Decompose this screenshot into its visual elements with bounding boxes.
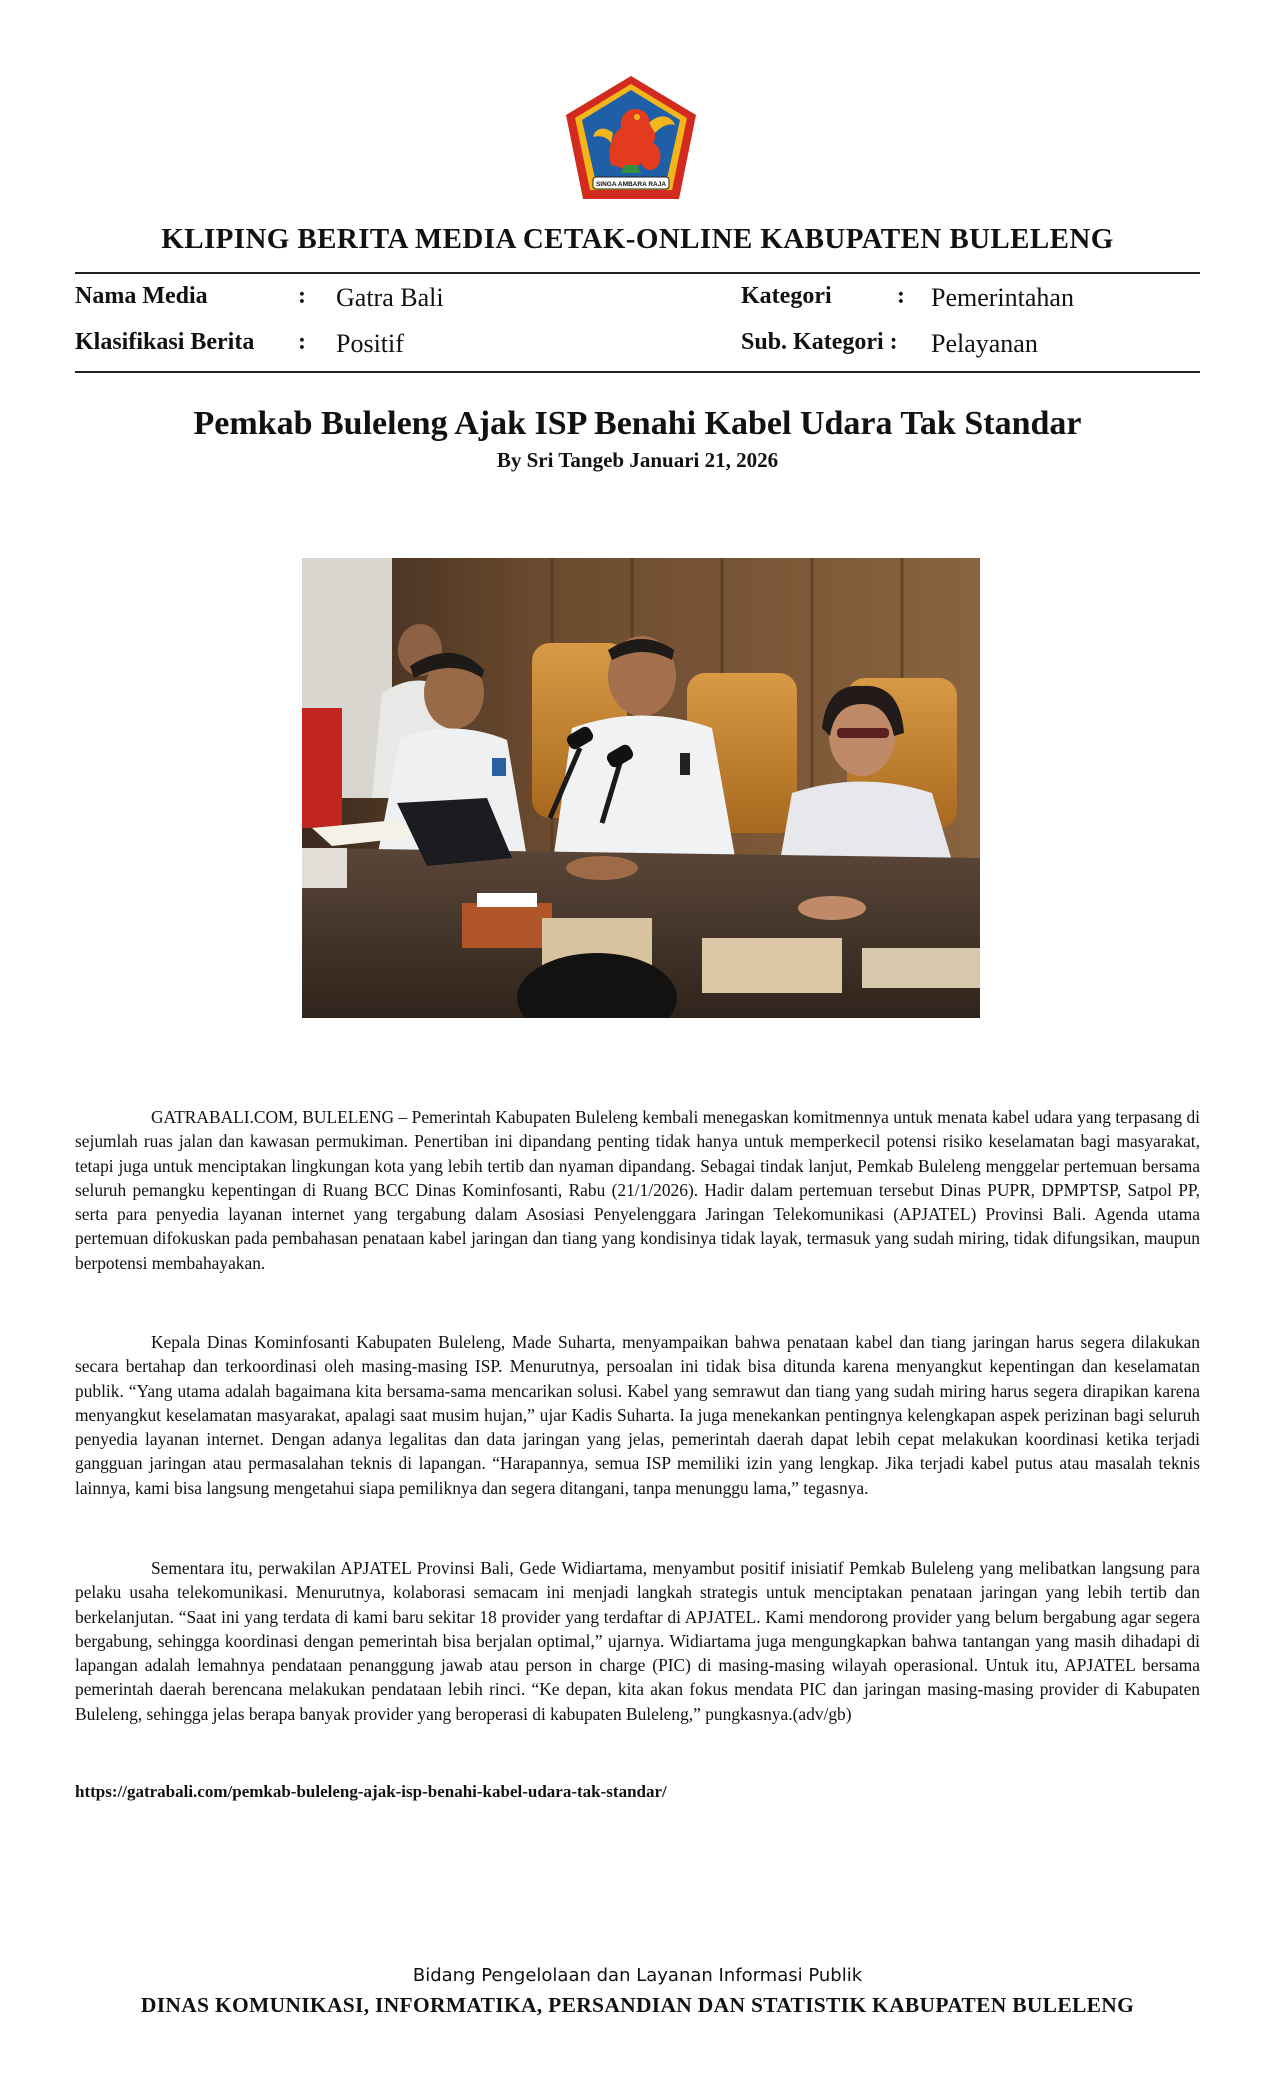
article-paragraph: Kepala Dinas Kominfosanti Kabupaten Buleleng, Made Suharta, menyampaikan bahwa penataan kabel dan tiang jaringan harus segera dilakukan secara bertahap dan terkoordinasi oleh masing-masing ISP. Menurutnya, persoalan ini tidak bisa ditunda karena menyangkut kepentingan dan keselamatan publik. “Yang utama adalah bagaimana kita bersama-sama mencarikan solusi. Kabel yang semrawut dan tiang yang sudah miring harus segera dirapikan karena menyangkut keselamatan masyarakat, apalagi saat musim hujan,” ujar Kadis Suharta. Ia juga menekankan pentingnya kelengkapan aspek perizinan bagi seluruh penyedia layanan internet. Dengan adanya legalitas dan data jaringan yang jelas, pemerintah daerah dapat lebih cepat melakukan koordinasi ketika terjadi gangguan jaringan atau permasalahan teknis di lapangan. “Harapannya, semua ISP memiliki izin yang lengkap. Jika terjadi kabel putus atau masalah teknis lainnya, kami bisa langsung mengetahui siapa pemiliknya dan segera ditangani, tanpa menunggu lama,” tegasnya. xyxy=(75,1332,1200,1498)
classification-label: Klasifikasi Berita xyxy=(75,329,255,355)
category-colon: : xyxy=(897,283,905,309)
media-value: Gatra Bali xyxy=(336,283,444,312)
photo-red-chair xyxy=(302,708,342,828)
media-colon: : xyxy=(298,283,306,309)
classification-value: Positif xyxy=(336,329,404,358)
header-divider-top xyxy=(75,272,1200,274)
buleleng-emblem xyxy=(563,73,699,203)
category-label: Kategori xyxy=(741,283,832,309)
lion-eye xyxy=(634,114,640,120)
motto-text: SINGA AMBARA RAJA xyxy=(595,181,667,188)
meeting-photo xyxy=(302,558,980,1018)
source-url[interactable]: https://gatrabali.com/pemkab-buleleng-ajak-isp-benahi-kabel-udara-tak-standar/ xyxy=(75,1782,667,1801)
page-title: KLIPING BERITA MEDIA CETAK-ONLINE KABUPATEN BULELENG xyxy=(161,223,1114,255)
article-paragraph: Sementara itu, perwakilan APJATEL Provinsi Bali, Gede Widiartama, menyambut positif inisiatif Pemkab Buleleng yang melibatkan langsung para pelaku usaha telekomunikasi. Menurutnya, kolaborasi semacam ini menjadi langkah strategis untuk menciptakan penataan jaringan yang lebih tertib dan berkelanjutan. “Saat ini yang terdata di kami baru sekitar 18 provider yang terdaftar di APJATEL. Kami mendorong provider yang belum bergabung agar segera bergabung, sehingga koordinasi dengan pemerintah bisa berjalan optimal,” ujarnya. Widiartama juga mengungkapkan bahwa tantangan yang masih dihadapi di lapangan adalah lemahnya pendataan penanggung jawab atau person in charge (PIC) di masing-masing wilayah operasional. Untuk itu, APJATEL bersama pemerintah daerah berencana melakukan pendataan lebih rinci. “Ke depan, kita akan fokus mendata PIC dan jaringan masing-masing provider di Kabupaten Buleleng, sehingga jelas berapa banyak provider yang beroperasi di kabupaten Buleleng,” pungkasnya.(adv/gb) xyxy=(75,1558,1200,1724)
subcategory-label: Sub. Kategori : xyxy=(741,329,898,355)
article-byline: By Sri Tangeb Januari 21, 2026 xyxy=(496,448,779,472)
meeting-photo-svg xyxy=(302,558,980,1018)
category-value: Pemerintahan xyxy=(931,283,1074,312)
article-paragraph: GATRABALI.COM, BULELENG – Pemerintah Kabupaten Buleleng kembali menegaskan komitmennya untuk menata kabel udara yang terpasang di sejumlah ruas jalan dan kawasan permukiman. Penertiban ini dipandang penting tidak hanya untuk memperkecil potensi risiko keselamatan bagi masyarakat, tetapi juga untuk menciptakan lingkungan kota yang lebih tertib dan nyaman dipandang. Sebagai tindak lanjut, Pemkab Buleleng menggelar pertemuan bersama seluruh pemangku kepentingan di Ruang BCC Dinas Kominfosanti, Rabu (21/1/2026). Hadir dalam pertemuan tersebut Dinas PUPR, DPMPTSP, Satpol PP, serta para penyedia layanan internet yang tergabung dalam Asosiasi Penyelenggara Jaringan Telekomunikasi (APJATEL) Provinsi Bali. Agenda utama pertemuan difokuskan pada pembahasan penataan kabel jaringan dan tiang yang kondisinya tidak layak, termasuk yang sudah miring, tidak difungsikan, maupun berpotensi membahayakan. xyxy=(75,1107,1200,1273)
photo-tissue-box xyxy=(462,903,552,948)
subcategory-value: Pelayanan xyxy=(931,329,1038,358)
emblem-svg xyxy=(563,73,699,203)
footer-division: Bidang Pengelolaan dan Layanan Informasi Publik xyxy=(412,1965,863,1986)
header-divider-bottom xyxy=(75,371,1200,373)
classification-colon: : xyxy=(298,329,306,355)
media-label: Nama Media xyxy=(75,283,208,309)
footer-agency: DINAS KOMUNIKASI, INFORMATIKA, PERSANDIAN DAN STATISTIK KABUPATEN BULELENG xyxy=(140,1993,1135,2017)
article-headline: Pemkab Buleleng Ajak ISP Benahi Kabel Udara Tak Standar xyxy=(193,405,1082,442)
